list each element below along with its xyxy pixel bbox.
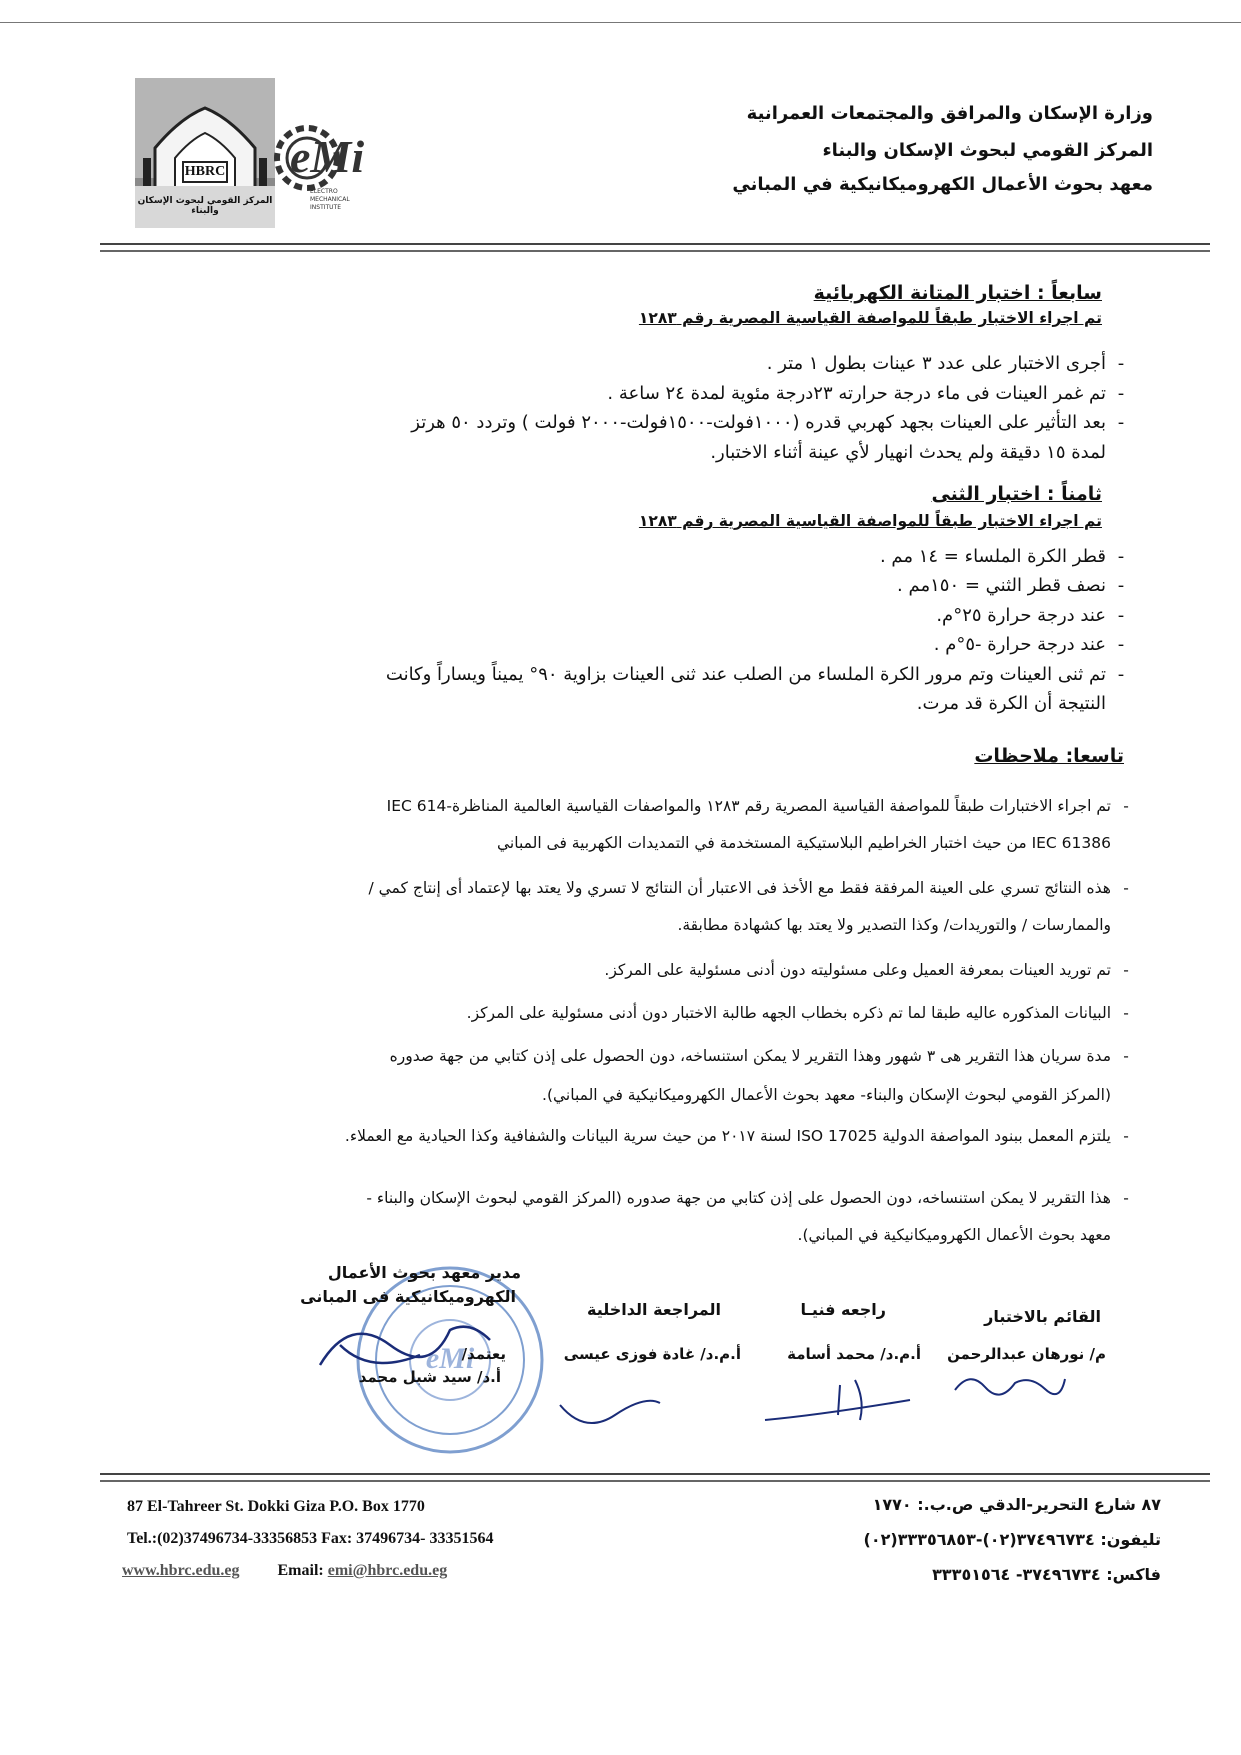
section7-item: -تم غمر العينات فى ماء درجة حرارته ٢٣درجة مئوية لمدة ٢٤ ساعة . [607, 383, 1125, 404]
director-signature [310, 1305, 500, 1385]
note-item: -هذا التقرير لا يمكن استنساخه، دون الحصول على إذن كتابي من جهة صدوره (المركز القومي لبحوث الإسكان والبناء - [366, 1189, 1129, 1207]
reviewer-signature [760, 1370, 920, 1430]
header-divider [100, 243, 1210, 252]
note-item: -تم اجراء الاختبارات طبقاً للمواصفة القياسية المصرية رقم ١٢٨٣ والمواصفات القياسية العالمية المناظرة-IEC 614 [386, 797, 1129, 815]
footer-phone-ar: تليفون: ٣٧٤٩٦٧٣٤(٠٢)-٣٣٣٥٦٨٥٣(٠٢) [863, 1530, 1161, 1549]
emi-logo [272, 110, 412, 230]
tester-title: القائم بالاختبار [984, 1307, 1101, 1326]
section8-title: ثامناً : اختبار الثنى [931, 483, 1102, 505]
internal-signature [555, 1395, 665, 1445]
scan-top-line [0, 22, 1241, 23]
tester-signature [950, 1365, 1070, 1405]
director-name: أ.د/ سيد شبل محمد [358, 1368, 501, 1386]
reviewer-name: أ.م.د/ محمد أسامة [787, 1345, 921, 1363]
section8-subtitle: تم اجراء الاختبار طبقاً للمواصفة القياسية المصرية رقم ١٢٨٣ [638, 512, 1102, 530]
hbrc-logo [135, 78, 275, 228]
section7-title: سابعاً : اختبار المتانة الكهربائية [813, 282, 1102, 304]
note-item-continued: IEC 61386 من حيث اختبار الخراطيم البلاستيكية المستخدمة في التمديدات الكهربية فى المباني [497, 834, 1111, 852]
director-title-line2: الكهروميكانيكية فى المبانى [300, 1287, 516, 1306]
section8-item: -تم ثنى العينات وتم مرور الكرة الملساء من الصلب عند ثنى العينات بزاوية ٩٠° يميناً ويساراً وكانت [385, 664, 1125, 685]
footer-address-en: 87 El-Tahreer St. Dokki Giza P.O. Box 1770 [127, 1498, 425, 1515]
note-item: -البيانات المذكوره عاليه طبقا لما تم ذكره بخطاب الجهه طالبة الاختبار دون أدنى مسئولية على المركز. [466, 1004, 1129, 1022]
section9-title: تاسعا: ملاحظات [974, 745, 1124, 767]
internal-review-title: المراجعة الداخلية [586, 1300, 721, 1319]
section8-item: -عند درجة حرارة -٥°م . [933, 634, 1125, 655]
hbrc-logo-caption: المركز القومي لبحوث الإسكان والبناء [137, 196, 273, 216]
note-item: -تم توريد العينات بمعرفة العميل وعلى مسئوليته دون أدنى مسئولية على المركز. [604, 961, 1129, 979]
note-item: -هذه النتائج تسري على العينة المرفقة فقط مع الأخذ فى الاعتبار أن النتائج لا تسري ولا يعتد بها لإعتماد أى إنتاج كمي / [368, 879, 1129, 897]
section7-item-continued: لمدة ١٥ دقيقة ولم يحدث انهيار لأي عينة أثناء الاختبار. [710, 442, 1106, 463]
hbrc-logo-text: HBRC [184, 164, 226, 179]
footer-contact-en [122, 1562, 447, 1580]
footer-phone-en: Tel.:(02)37496734-33356853 Fax: 37496734- 33351564 [127, 1530, 494, 1547]
section7-item: -أجرى الاختبار على عدد ٣ عينات بطول ١ متر . [766, 353, 1125, 374]
email-link[interactable]: emi@hbrc.edu.eg [327, 1562, 448, 1579]
svg-text:eMi: eMi [425, 1342, 475, 1375]
section7-subtitle: تم اجراء الاختبار طبقاً للمواصفة القياسية المصرية رقم ١٢٨٣ [638, 309, 1102, 327]
section8-item: -قطر الكرة الملساء = ١٤ مم . [879, 546, 1125, 567]
footer-divider [100, 1473, 1210, 1482]
ministry-name: وزارة الإسكان والمرافق والمجتمعات العمرانية [746, 103, 1153, 124]
approve-label: يعتمد/ [461, 1345, 506, 1363]
website-link[interactable]: www.hbrc.edu.eg [122, 1562, 240, 1579]
note-item: -يلتزم المعمل ببنود المواصفة الدولية ISO 17025 لسنة ٢٠١٧ من حيث سرية البيانات والشفافية وكذا الحيادية مع العملاء. [344, 1127, 1129, 1145]
note-item-continued: والممارسات / والتوريدات/ وكذا التصدير ولا يعتد بها كشهادة مطابقة. [677, 916, 1111, 934]
section8-item: -نصف قطر الثني = ١٥٠مم . [897, 575, 1125, 596]
email-label: Email: [277, 1562, 324, 1579]
section8-item: -عند درجة حرارة ٢٥°م. [936, 605, 1125, 626]
note-item-continued: معهد بحوث الأعمال الكهروميكانيكية في المباني). [797, 1226, 1111, 1244]
director-title-line1: مدير معهد بحوث الأعمال [327, 1263, 521, 1282]
internal-reviewer-name: أ.م.د/ غادة فوزى عيسى [563, 1345, 741, 1363]
note-item: -مدة سريان هذا التقرير هى ٣ شهور وهذا التقرير لا يمكن استنساخه، دون الحصول على إذن كتابي من جهة صدوره [389, 1047, 1129, 1065]
section8-item-continued: النتيجة أن الكرة قد مرت. [916, 693, 1106, 714]
footer-fax-ar: فاكس: ٣٧٤٩٦٧٣٤- ٣٣٣٥١٥٦٤ [932, 1565, 1161, 1584]
emi-logo-caption: ELECTRO MECHANICAL INSTITUTE [310, 188, 350, 211]
note-item-continued: (المركز القومي لبحوث الإسكان والبناء- معهد بحوث الأعمال الكهروميكانيكية في المباني). [542, 1086, 1111, 1104]
center-name: المركز القومي لبحوث الإسكان والبناء [822, 140, 1153, 161]
reviewer-title: راجعه فنيـا [800, 1300, 886, 1319]
tester-name: م/ نورهان عبدالرحمن [947, 1345, 1106, 1363]
section7-item: -بعد التأثير على العينات بجهد كهربي قدره (١٠٠٠فولت-١٥٠٠فولت-٢٠٠٠ فولت ) وتردد ٥٠ هرتز [411, 412, 1125, 433]
footer-address-ar: ٨٧ شارع التحرير-الدقي ص.ب.: ١٧٧٠ [872, 1495, 1161, 1514]
institute-name: معهد بحوث الأعمال الكهروميكانيكية في المباني [732, 174, 1153, 195]
emi-logo-text: eMi [290, 131, 365, 182]
